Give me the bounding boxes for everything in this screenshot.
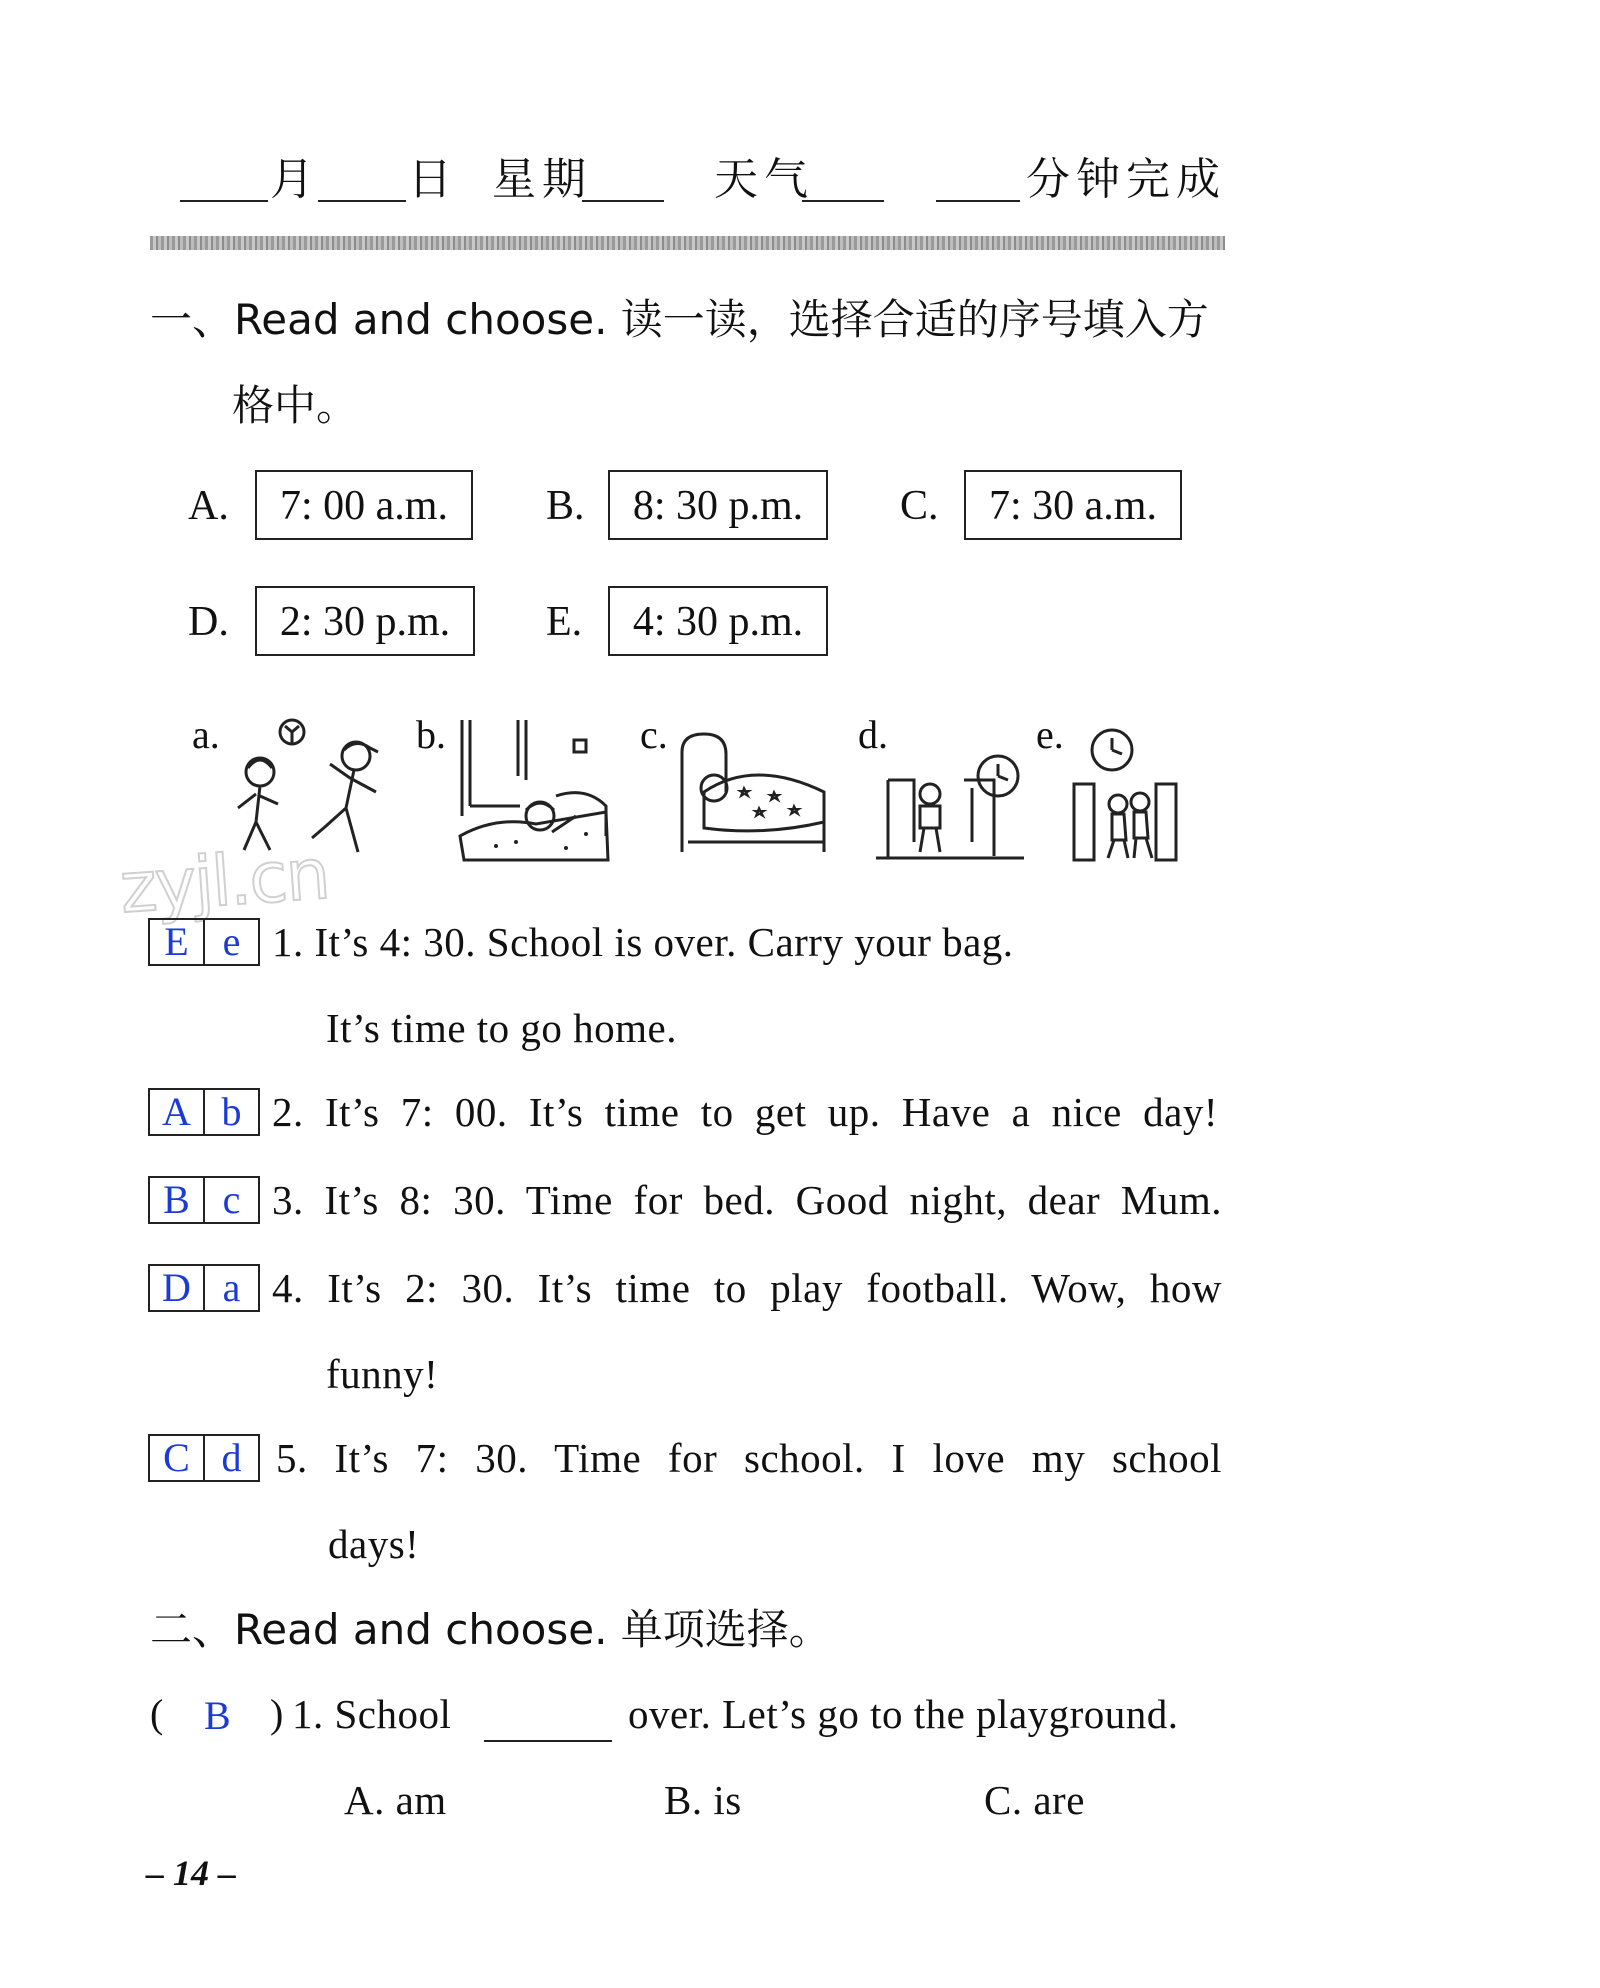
option-d-time: 2: 30 p.m.: [255, 586, 475, 656]
question-4-line2: funny!: [326, 1351, 439, 1397]
picture-d-label: d.: [858, 712, 888, 757]
watermark: zyjl.cn: [117, 832, 331, 930]
minutes-label: 分钟完成: [1026, 155, 1226, 204]
answer-box-2-picture: b: [203, 1090, 258, 1134]
answer-box-4[interactable]: [148, 1264, 260, 1312]
option-b-letter: B.: [546, 483, 585, 529]
question-4-line1: 4. It’s 2: 30. It’s time to play football. Wow, how: [272, 1265, 1222, 1311]
answer-box-3-picture: c: [203, 1178, 258, 1222]
page-number: – 14 –: [146, 1853, 236, 1893]
section1-title-cont: 格中。: [232, 381, 359, 430]
header-divider: [150, 236, 1225, 250]
question-5-line1: 5. It’s 7: 30. Time for school. I love my school: [276, 1435, 1222, 1481]
answer-box-2[interactable]: [148, 1088, 260, 1136]
option-c-time: 7: 30 a.m.: [964, 470, 1182, 540]
question-5-line2: days!: [328, 1521, 420, 1567]
month-blank[interactable]: [180, 200, 268, 202]
question-2-line1: 2. It’s 7: 00. It’s time to get up. Have a nice day!: [272, 1089, 1218, 1135]
going-home-clock-picture-icon: [1068, 728, 1188, 864]
section2-q1-blank[interactable]: [484, 1740, 612, 1742]
answer-box-4-picture: a: [203, 1266, 258, 1310]
minutes-blank[interactable]: [936, 200, 1020, 202]
question-1-line2: It’s time to go home.: [326, 1005, 677, 1051]
option-a-letter: A.: [188, 483, 229, 529]
question-3-line1: 3. It’s 8: 30. Time for bed. Good night, dear Mum.: [272, 1177, 1222, 1223]
picture-c-label: c.: [640, 712, 668, 757]
football-picture-icon: [230, 712, 400, 862]
section2-q1-paren-open: (: [150, 1691, 164, 1736]
sleeping-picture-icon: [674, 732, 834, 856]
answer-box-5-option: C: [163, 1435, 190, 1480]
answer-box-4-option: D: [162, 1265, 191, 1310]
month-label: 月: [270, 155, 320, 204]
answer-box-1[interactable]: [148, 918, 260, 966]
option-b-time: 8: 30 p.m.: [608, 470, 828, 540]
answer-box-2-option: A: [162, 1089, 191, 1134]
day-blank[interactable]: [318, 200, 406, 202]
weather-label: 天气: [714, 155, 814, 204]
question-1-line1: 1. It’s 4: 30. School is over. Carry your bag.: [272, 919, 1014, 965]
weather-blank[interactable]: [802, 200, 884, 202]
picture-b-label: b.: [416, 712, 446, 757]
answer-box-5[interactable]: [148, 1434, 260, 1482]
answer-box-1-picture: e: [203, 920, 258, 964]
section2-q1-text-before: 1. School: [292, 1691, 452, 1737]
section2-q1-text-after: over. Let’s go to the playground.: [628, 1691, 1179, 1737]
option-a-time: 7: 00 a.m.: [255, 470, 473, 540]
section2-q1-answer[interactable]: B: [204, 1693, 231, 1738]
answer-box-5-picture: d: [203, 1436, 258, 1480]
school-gate-clock-picture-icon: [874, 752, 1030, 862]
week-label: 星期: [492, 155, 592, 204]
picture-e-label: e.: [1036, 712, 1064, 757]
section1-title: 一、Read and choose. 读一读，选择合适的序号填入方: [150, 295, 1209, 344]
option-d-letter: D.: [188, 599, 229, 645]
section2-q1-choice-c[interactable]: C. are: [984, 1777, 1085, 1823]
option-c-letter: C.: [900, 483, 939, 529]
option-e-time: 4: 30 p.m.: [608, 586, 828, 656]
day-label: 日: [408, 155, 458, 204]
picture-a-label: a.: [192, 712, 220, 757]
section2-q1-choice-a[interactable]: A. am: [344, 1777, 447, 1823]
section2-q1-paren-close: ): [270, 1691, 284, 1736]
answer-box-1-option: E: [164, 919, 189, 964]
answer-box-3-option: B: [163, 1177, 190, 1222]
answer-box-3[interactable]: [148, 1176, 260, 1224]
section2-title: 二、Read and choose. 单项选择。: [150, 1605, 831, 1654]
option-e-letter: E.: [546, 599, 583, 645]
week-blank[interactable]: [582, 200, 664, 202]
getting-up-picture-icon: [456, 716, 616, 862]
section2-q1-choice-b[interactable]: B. is: [664, 1777, 742, 1823]
